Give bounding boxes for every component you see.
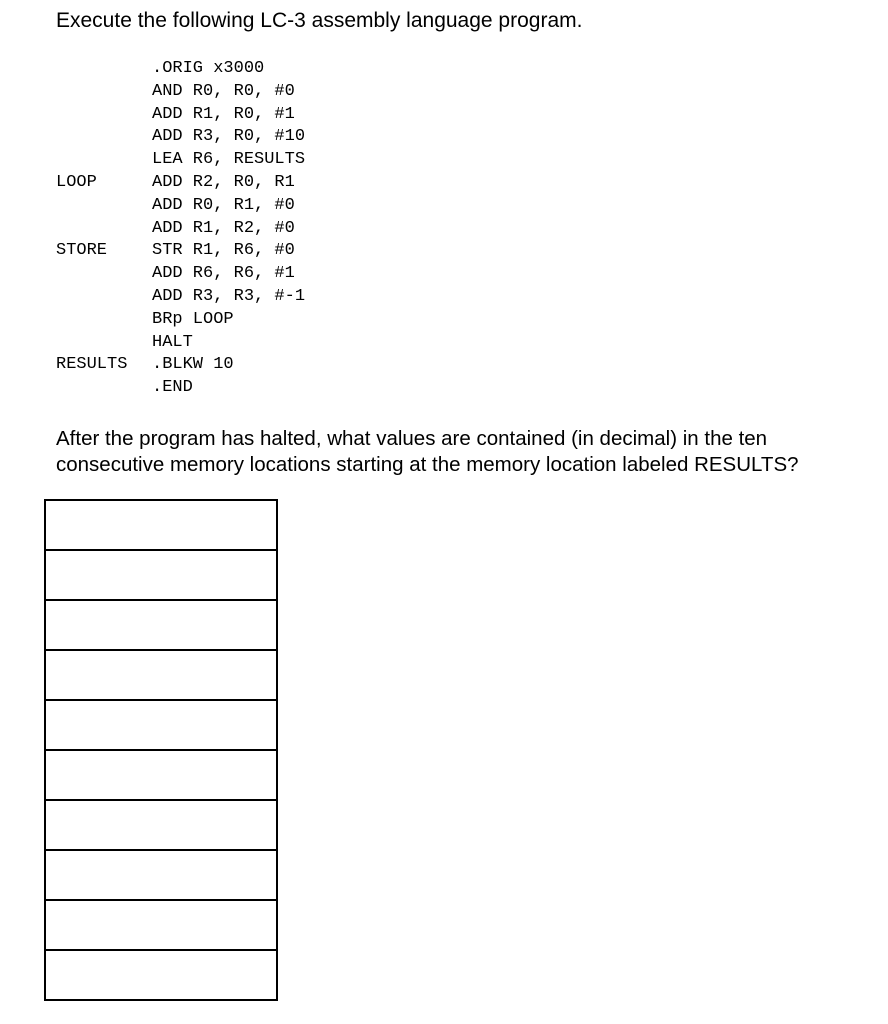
- code-instruction: ADD R3, R3, #-1: [152, 286, 306, 306]
- results-cell-8[interactable]: [46, 851, 276, 901]
- code-instruction: AND R0, R0, #0: [152, 81, 295, 101]
- results-cell-4[interactable]: [46, 651, 276, 701]
- results-answer-table: [44, 499, 278, 1001]
- code-instruction: ADD R1, R2, #0: [152, 218, 295, 238]
- code-line: [56, 263, 295, 286]
- code-label-store: STORE: [56, 241, 108, 261]
- code-line: [56, 195, 295, 218]
- code-instruction: ADD R1, R0, #1: [152, 104, 295, 124]
- assembly-program: [56, 58, 306, 400]
- results-cell-7[interactable]: [46, 801, 276, 851]
- code-instruction: LEA R6, RESULTS: [152, 150, 306, 170]
- code-line: [56, 309, 234, 332]
- results-cell-1[interactable]: [46, 501, 276, 551]
- results-cell-2[interactable]: [46, 551, 276, 601]
- code-line: [56, 332, 193, 355]
- code-line: [56, 172, 295, 195]
- question-text: After the program has halted, what values are contained (in decimal) in the ten consecutive memory locations starting at the memory location labeled RESULTS?: [56, 427, 799, 476]
- code-instruction: ADD R2, R0, R1: [152, 172, 295, 192]
- code-instruction: STR R1, R6, #0: [152, 241, 295, 261]
- code-line: [56, 58, 265, 81]
- code-label-loop: LOOP: [56, 172, 97, 192]
- code-label-results: RESULTS: [56, 355, 128, 375]
- code-line: [56, 218, 295, 241]
- code-line: [56, 377, 193, 400]
- code-instruction: ADD R3, R0, #10: [152, 127, 306, 147]
- code-line: [56, 240, 295, 263]
- page-heading: Execute the following LC-3 assembly language program.: [56, 9, 583, 32]
- code-line: [56, 354, 234, 377]
- code-instruction: BRp LOOP: [152, 309, 234, 329]
- code-line: [56, 126, 306, 149]
- code-instruction: ADD R6, R6, #1: [152, 264, 295, 284]
- code-line: [56, 81, 295, 104]
- results-cell-9[interactable]: [46, 901, 276, 951]
- code-line: [56, 286, 306, 309]
- code-line: [56, 149, 306, 172]
- code-instruction: .ORIG x3000: [152, 59, 265, 78]
- code-line: [56, 104, 295, 127]
- code-instruction: .END: [152, 378, 193, 398]
- results-cell-6[interactable]: [46, 751, 276, 801]
- code-instruction: HALT: [152, 332, 193, 352]
- results-cell-3[interactable]: [46, 601, 276, 651]
- code-instruction: .BLKW 10: [152, 355, 234, 375]
- results-cell-10[interactable]: [46, 951, 276, 999]
- results-cell-5[interactable]: [46, 701, 276, 751]
- code-instruction: ADD R0, R1, #0: [152, 195, 295, 215]
